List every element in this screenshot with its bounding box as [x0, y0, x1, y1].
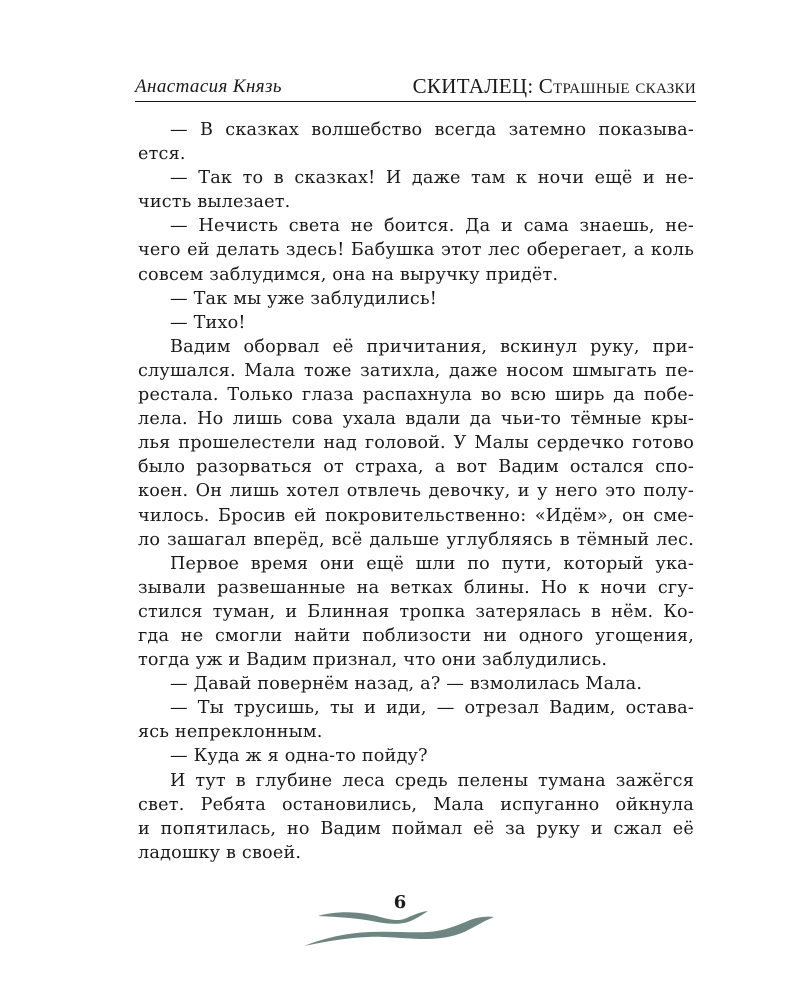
text-line: лья прошелестели над головой. У Малы сердечко готово: [138, 433, 694, 454]
text-line: совсем заблудимся, она на выручку придёт.: [138, 264, 559, 285]
running-header: [135, 72, 696, 102]
text-line: — Так то в сказках! И даже там к ночи ещё и не-: [170, 168, 694, 189]
text-line: зывали развешанные на ветках блины. Но к ночи сгу-: [138, 577, 694, 598]
ornament-upper-stroke: [318, 911, 428, 924]
text-line: — Ты трусишь, ты и иди, — отрезал Вадим, остава-: [170, 698, 694, 719]
text-line: — Куда ж я одна-то пойду?: [170, 746, 428, 767]
text-line: ясь непреклонным.: [138, 722, 323, 743]
text-line: — Давай повернём назад, а? — взмолилась Мала.: [170, 674, 643, 695]
text-line: ется.: [138, 144, 186, 165]
header-rule: [135, 101, 696, 102]
text-line: и попятилась, но Вадим поймал её за руку и сжал её: [138, 818, 694, 839]
text-line: слушался. Мала тоже затихла, даже носом шмыгать пе-: [138, 360, 694, 381]
text-line: свет. Ребята остановились, Мала испуганно ойкнула: [138, 794, 694, 815]
text-line: лела. Но лишь сова ухала вдали да чьи-то тёмные кры-: [138, 409, 694, 430]
text-line: И тут в глубине леса средь пелены тумана зажёгся: [170, 770, 694, 791]
text-line: чилось. Бросив ей покровительственно: «Идём», он сме-: [138, 505, 694, 526]
text-line: ло зашагал вперёд, всё дальше углубляясь в тёмный лес.: [138, 529, 694, 550]
header-series: СКИТАЛЕЦ:: [412, 74, 534, 98]
page-number: 6: [393, 892, 407, 913]
text-line: гда не смогли найти поблизости ни одного угощения,: [138, 625, 694, 646]
wave-ornament-icon: [300, 906, 500, 950]
text-line: чисть вылезает.: [138, 192, 291, 213]
body-text: [138, 118, 694, 865]
header-author: Анастасия Князь: [135, 76, 282, 97]
text-line: ладошку в своей.: [138, 842, 302, 863]
text-line: — Тихо!: [170, 312, 246, 333]
text-line: коен. Он лишь хотел отвлечь девочку, и у него это полу-: [138, 481, 694, 502]
text-line: — Нечисть света не боится. Да и сама знаешь, не-: [170, 216, 694, 237]
text-line: — Так мы уже заблудились!: [170, 288, 437, 309]
text-line: Вадим оборвал её причитания, вскинул руку, при-: [170, 336, 694, 357]
header-book-title: [413, 74, 696, 99]
text-line: — В сказках волшебство всегда затемно показыва-: [170, 120, 694, 140]
text-line: было разорваться от страха, а вот Вадим остался спо-: [138, 457, 694, 478]
text-line: тогда уж и Вадим признал, что они заблудились.: [138, 650, 608, 671]
text-line: стился туман, и Блинная тропка затерялась в нём. Ко-: [138, 601, 694, 622]
text-line: чего ей делать здесь! Бабушка этот лес оберегает, а коль: [138, 240, 694, 261]
header-subtitle: Страшные сказки: [538, 74, 696, 98]
text-line: Первое время они ещё шли по пути, который ука-: [170, 553, 694, 574]
text-line: рестала. Только глаза распахнула во всю ширь да побе-: [138, 385, 694, 406]
